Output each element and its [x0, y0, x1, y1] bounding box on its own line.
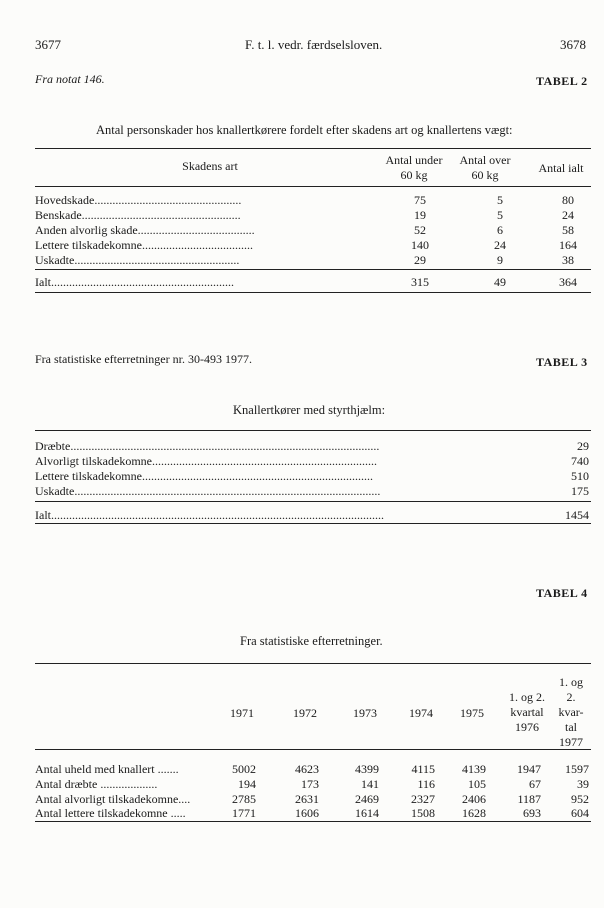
table-row: [35, 469, 591, 483]
year-header: 1974: [409, 706, 433, 720]
tabel2-total-rule: [35, 269, 591, 270]
row-label: Anden alvorlig skade.......................................: [35, 223, 255, 237]
cell-over: 5: [497, 208, 503, 222]
row-label: Antal uheld med knallert .......: [35, 762, 179, 776]
row-value: 4399: [355, 762, 379, 776]
year-header: 1971: [230, 706, 254, 720]
row-value: 2631: [295, 792, 319, 806]
cell-under: 140: [411, 238, 429, 252]
tabel2-col-over: [452, 153, 518, 183]
tabel2-caption: Antal personskader hos knallertkørere fordelt efter skadens art og knallertens vægt:: [96, 123, 513, 137]
header-1976: [497, 690, 557, 735]
header-1977-line: kvar-: [558, 705, 584, 719]
row-value: 1947: [517, 762, 541, 776]
row-label: Benskade.....................................................: [35, 208, 241, 222]
row-label: Hovedskade.................................................: [35, 193, 242, 207]
cell-over: 9: [497, 253, 503, 267]
header-1976-line: kvartal: [510, 705, 544, 719]
cell-ialt: 24: [562, 208, 574, 222]
tabel3-bottom-rule: [35, 523, 591, 524]
tabel2-col-art: Skadens art: [182, 159, 238, 173]
row-value: 693: [523, 806, 541, 820]
row-value: 2785: [232, 792, 256, 806]
header-1977: [549, 675, 593, 750]
row-value: 1628: [462, 806, 486, 820]
row-value: 1606: [295, 806, 319, 820]
table-row: [35, 762, 591, 776]
table-row: [35, 238, 591, 252]
row-value: 604: [571, 806, 589, 820]
cell-ialt: 58: [562, 223, 574, 237]
col-over-line1: Antal over: [459, 153, 511, 167]
header-1977-line: tal: [565, 720, 577, 734]
total-row: [35, 508, 591, 522]
cell-ialt: 38: [562, 253, 574, 267]
cell-ialt: 164: [559, 238, 577, 252]
row-value: 1508: [411, 806, 435, 820]
col-over-line2: 60 kg: [471, 168, 499, 182]
tabel2-tag: TABEL 2: [536, 74, 588, 88]
row-label: Alvorligt tilskadekomne...........................................................................: [35, 454, 377, 468]
cell-under: 29: [414, 253, 426, 267]
row-value: 4623: [295, 762, 319, 776]
page-number-right: 3678: [560, 37, 586, 52]
row-value: 116: [417, 777, 435, 791]
tabel3-source: Fra statistiske efterretninger nr. 30-493 1977.: [35, 352, 252, 366]
row-value: 2327: [411, 792, 435, 806]
row-label: Dræbte.......................................................................................................: [35, 439, 380, 453]
year-header: 1975: [460, 706, 484, 720]
row-value: 510: [571, 469, 589, 483]
row-value: 2469: [355, 792, 379, 806]
year-header: 1972: [293, 706, 317, 720]
tabel4-caption: Fra statistiske efterretninger.: [240, 634, 383, 648]
row-value: 1187: [517, 792, 541, 806]
tabel2-source: Fra notat 146.: [35, 72, 105, 86]
table-row: [35, 439, 591, 453]
tabel2-col-under: [378, 153, 450, 183]
row-value: 39: [577, 777, 589, 791]
page-number-left: 3677: [35, 37, 61, 52]
total-ialt: 364: [559, 275, 577, 289]
cell-over: 24: [494, 238, 506, 252]
row-value: 141: [361, 777, 379, 791]
table-row: [35, 806, 591, 820]
table-row: [35, 484, 591, 498]
row-label: Antal alvorligt tilskadekomne....: [35, 792, 191, 806]
tabel4-top-rule: [35, 663, 591, 664]
row-value: 175: [571, 484, 589, 498]
total-value: 1454: [565, 508, 589, 522]
row-value: 1597: [565, 762, 589, 776]
row-value: 1771: [232, 806, 256, 820]
total-over: 49: [494, 275, 506, 289]
header-1977-line: 1977: [559, 735, 583, 749]
row-value: 67: [529, 777, 541, 791]
row-value: 740: [571, 454, 589, 468]
tabel3-total-rule: [35, 501, 591, 502]
header-1976-line: 1976: [515, 720, 539, 734]
table-row: [35, 208, 591, 222]
tabel2-head-rule: [35, 186, 591, 187]
table-row: [35, 253, 591, 267]
col-under-line2: 60 kg: [400, 168, 428, 182]
tabel4-bottom-rule: [35, 821, 591, 822]
cell-over: 5: [497, 193, 503, 207]
header-1977-line: 2.: [566, 690, 576, 704]
row-label: Lettere tilskadekomne.....................................: [35, 238, 253, 252]
cell-over: 6: [497, 223, 503, 237]
col-under-line1: Antal under: [385, 153, 443, 167]
row-label: Uskadte......................................................................................................: [35, 484, 381, 498]
row-label: Antal dræbte ...................: [35, 777, 158, 791]
table-row: [35, 777, 591, 791]
table-row: [35, 792, 591, 806]
row-label: Antal lettere tilskadekomne .....: [35, 806, 186, 820]
tabel2-bottom-rule: [35, 292, 591, 293]
row-value: 29: [577, 439, 589, 453]
tabel3-tag: TABEL 3: [536, 355, 588, 369]
row-value: 105: [468, 777, 486, 791]
row-value: 194: [238, 777, 256, 791]
tabel4-head-rule: [35, 749, 591, 750]
tabel3-top-rule: [35, 430, 591, 431]
total-label: Ialt.............................................................: [35, 275, 234, 289]
year-header: 1973: [353, 706, 377, 720]
table-row: [35, 223, 591, 237]
total-row: [35, 275, 591, 289]
cell-under: 75: [414, 193, 426, 207]
row-value: 4115: [411, 762, 435, 776]
row-label: Lettere tilskadekomne.............................................................................: [35, 469, 373, 483]
cell-under: 52: [414, 223, 426, 237]
tabel2-col-ialt: Antal ialt: [538, 161, 584, 175]
table-row: [35, 454, 591, 468]
row-value: 952: [571, 792, 589, 806]
row-value: 2406: [462, 792, 486, 806]
cell-ialt: 80: [562, 193, 574, 207]
total-under: 315: [411, 275, 429, 289]
row-value: 1614: [355, 806, 379, 820]
tabel3-caption: Knallertkører med styrthjælm:: [233, 403, 386, 417]
header-1977-line: 1. og: [559, 675, 583, 689]
tabel4-tag: TABEL 4: [536, 586, 588, 600]
table-row: [35, 193, 591, 207]
header-1976-line: 1. og 2.: [509, 690, 545, 704]
row-label: Uskadte.......................................................: [35, 253, 240, 267]
running-title: F. t. l. vedr. færdselsloven.: [245, 37, 383, 52]
row-value: 5002: [232, 762, 256, 776]
row-value: 4139: [462, 762, 486, 776]
cell-under: 19: [414, 208, 426, 222]
row-value: 173: [301, 777, 319, 791]
total-label: Ialt...............................................................................................................: [35, 508, 384, 522]
tabel2-top-rule: [35, 148, 591, 149]
